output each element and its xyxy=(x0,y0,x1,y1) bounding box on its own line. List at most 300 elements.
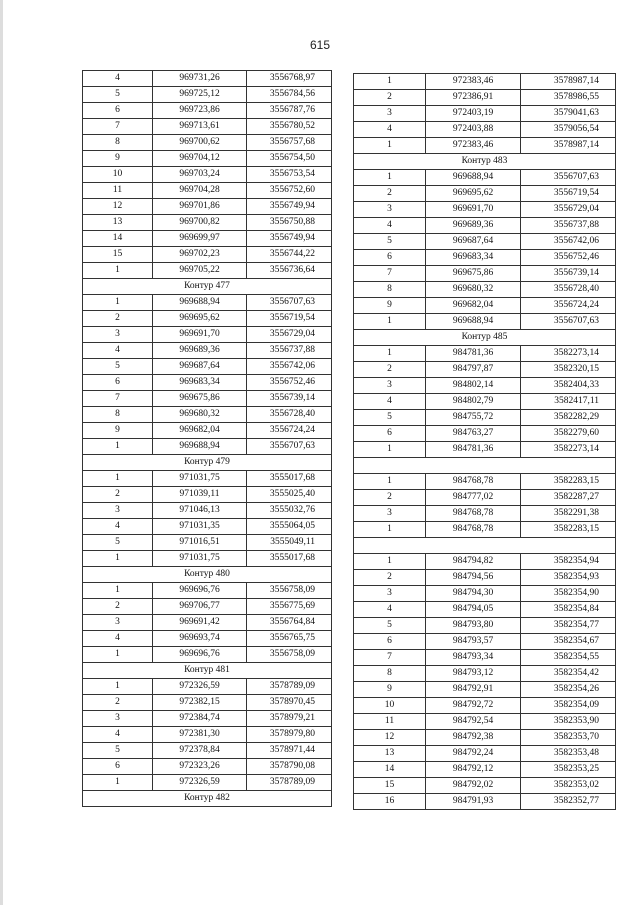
point-number-cell: 15 xyxy=(83,247,153,263)
table-row xyxy=(354,490,616,506)
y-coordinate-cell: 3578979,80 xyxy=(247,727,332,743)
table-row xyxy=(354,410,616,426)
y-coordinate-cell: 3556737,88 xyxy=(521,218,616,234)
point-number-cell: 1 xyxy=(354,74,426,90)
x-coordinate-cell: 969699,97 xyxy=(153,231,247,247)
table-row xyxy=(83,343,332,359)
point-number-cell: 13 xyxy=(354,746,426,762)
table-row xyxy=(354,634,616,650)
y-coordinate-cell: 3582353,90 xyxy=(521,714,616,730)
point-number-cell: 16 xyxy=(354,794,426,810)
point-number-cell: 7 xyxy=(354,650,426,666)
point-number-cell: 9 xyxy=(83,423,153,439)
point-number-cell: 8 xyxy=(83,407,153,423)
y-coordinate-cell: 3556758,09 xyxy=(247,583,332,599)
y-coordinate-cell: 3582279,60 xyxy=(521,426,616,442)
y-coordinate-cell: 3556707,63 xyxy=(521,314,616,330)
table-row xyxy=(83,471,332,487)
y-coordinate-cell: 3556707,63 xyxy=(247,295,332,311)
y-coordinate-cell: 3578790,08 xyxy=(247,759,332,775)
x-coordinate-cell: 971039,11 xyxy=(153,487,247,503)
y-coordinate-cell: 3556754,50 xyxy=(247,151,332,167)
y-coordinate-cell: 3556739,14 xyxy=(247,391,332,407)
point-number-cell: 3 xyxy=(83,711,153,727)
table-row xyxy=(354,442,616,458)
table-row xyxy=(354,74,616,90)
table-row xyxy=(354,122,616,138)
x-coordinate-cell: 969689,36 xyxy=(426,218,521,234)
x-coordinate-cell: 969700,82 xyxy=(153,215,247,231)
point-number-cell: 1 xyxy=(83,551,153,567)
contour-title: Контур 481 xyxy=(83,663,332,679)
x-coordinate-cell: 972381,30 xyxy=(153,727,247,743)
x-coordinate-cell: 984802,79 xyxy=(426,394,521,410)
point-number-cell: 6 xyxy=(354,250,426,266)
table-row xyxy=(83,247,332,263)
point-number-cell: 3 xyxy=(354,202,426,218)
x-coordinate-cell: 969731,26 xyxy=(153,71,247,87)
x-coordinate-cell: 984768,78 xyxy=(426,522,521,538)
y-coordinate-cell: 3582354,67 xyxy=(521,634,616,650)
point-number-cell: 6 xyxy=(354,426,426,442)
x-coordinate-cell: 984793,12 xyxy=(426,666,521,682)
y-coordinate-cell: 3555017,68 xyxy=(247,471,332,487)
table-row xyxy=(354,202,616,218)
point-number-cell: 3 xyxy=(83,503,153,519)
x-coordinate-cell: 972384,74 xyxy=(153,711,247,727)
point-number-cell: 1 xyxy=(83,583,153,599)
point-number-cell: 7 xyxy=(83,391,153,407)
point-number-cell: 1 xyxy=(83,471,153,487)
x-coordinate-cell: 969696,76 xyxy=(153,647,247,663)
y-coordinate-cell: 3578789,09 xyxy=(247,679,332,695)
x-coordinate-cell: 969688,94 xyxy=(153,295,247,311)
x-coordinate-cell: 969693,74 xyxy=(153,631,247,647)
table-row xyxy=(354,362,616,378)
x-coordinate-cell: 984768,78 xyxy=(426,474,521,490)
point-number-cell: 10 xyxy=(354,698,426,714)
x-coordinate-cell: 969701,86 xyxy=(153,199,247,215)
x-coordinate-cell: 972403,19 xyxy=(426,106,521,122)
point-number-cell: 1 xyxy=(83,439,153,455)
y-coordinate-cell: 3556742,06 xyxy=(247,359,332,375)
y-coordinate-cell: 3582354,94 xyxy=(521,554,616,570)
y-coordinate-cell: 3555017,68 xyxy=(247,551,332,567)
point-number-cell: 5 xyxy=(83,743,153,759)
left-coordinates-table xyxy=(82,70,332,807)
table-row xyxy=(83,263,332,279)
contour-title: Контур 480 xyxy=(83,567,332,583)
x-coordinate-cell: 984802,14 xyxy=(426,378,521,394)
table-row xyxy=(354,506,616,522)
x-coordinate-cell: 972326,59 xyxy=(153,775,247,791)
x-coordinate-cell: 969706,77 xyxy=(153,599,247,615)
table-row xyxy=(354,170,616,186)
x-coordinate-cell: 969704,28 xyxy=(153,183,247,199)
point-number-cell: 5 xyxy=(83,359,153,375)
page-number: 615 xyxy=(309,38,331,52)
y-coordinate-cell: 3556739,14 xyxy=(521,266,616,282)
table-row xyxy=(83,295,332,311)
point-number-cell: 4 xyxy=(83,71,153,87)
table-row xyxy=(83,599,332,615)
y-coordinate-cell: 3556742,06 xyxy=(521,234,616,250)
x-coordinate-cell: 984797,87 xyxy=(426,362,521,378)
y-coordinate-cell: 3578986,55 xyxy=(521,90,616,106)
table-row xyxy=(354,266,616,282)
y-coordinate-cell: 3556753,54 xyxy=(247,167,332,183)
y-coordinate-cell: 3582273,14 xyxy=(521,442,616,458)
y-coordinate-cell: 3556737,88 xyxy=(247,343,332,359)
table-row xyxy=(83,407,332,423)
point-number-cell: 2 xyxy=(354,186,426,202)
x-coordinate-cell: 969703,24 xyxy=(153,167,247,183)
point-number-cell: 1 xyxy=(83,647,153,663)
y-coordinate-cell: 3582353,48 xyxy=(521,746,616,762)
table-row xyxy=(83,631,332,647)
table-row xyxy=(83,215,332,231)
point-number-cell: 2 xyxy=(83,695,153,711)
table-row xyxy=(83,167,332,183)
contour-title: Контур 482 xyxy=(83,791,332,807)
point-number-cell: 5 xyxy=(83,87,153,103)
point-number-cell: 6 xyxy=(83,375,153,391)
point-number-cell: 6 xyxy=(83,103,153,119)
y-coordinate-cell: 3556728,40 xyxy=(521,282,616,298)
table-row xyxy=(83,183,332,199)
y-coordinate-cell: 3579056,54 xyxy=(521,122,616,138)
point-number-cell: 1 xyxy=(354,138,426,154)
table-row xyxy=(83,199,332,215)
y-coordinate-cell: 3582354,26 xyxy=(521,682,616,698)
x-coordinate-cell: 972323,26 xyxy=(153,759,247,775)
table-row xyxy=(354,666,616,682)
point-number-cell: 4 xyxy=(354,394,426,410)
x-coordinate-cell: 984794,82 xyxy=(426,554,521,570)
y-coordinate-cell: 3556757,68 xyxy=(247,135,332,151)
x-coordinate-cell: 969705,22 xyxy=(153,263,247,279)
y-coordinate-cell: 3556775,69 xyxy=(247,599,332,615)
contour-title: Контур 483 xyxy=(354,154,616,170)
table-row xyxy=(83,311,332,327)
table-row xyxy=(83,695,332,711)
table-row xyxy=(354,618,616,634)
point-number-cell: 13 xyxy=(83,215,153,231)
x-coordinate-cell: 972403,88 xyxy=(426,122,521,138)
x-coordinate-cell: 984768,78 xyxy=(426,506,521,522)
table-row xyxy=(83,775,332,791)
table-row xyxy=(83,87,332,103)
point-number-cell: 3 xyxy=(354,586,426,602)
table-row xyxy=(83,487,332,503)
contour-header-row xyxy=(83,567,332,583)
table-row xyxy=(354,106,616,122)
x-coordinate-cell: 969702,23 xyxy=(153,247,247,263)
y-coordinate-cell: 3556752,46 xyxy=(247,375,332,391)
x-coordinate-cell: 972326,59 xyxy=(153,679,247,695)
y-coordinate-cell: 3556719,54 xyxy=(247,311,332,327)
y-coordinate-cell: 3582404,33 xyxy=(521,378,616,394)
table-row xyxy=(83,711,332,727)
table-row xyxy=(354,746,616,762)
x-coordinate-cell: 984792,91 xyxy=(426,682,521,698)
contour-header-row xyxy=(83,663,332,679)
y-coordinate-cell: 3582353,25 xyxy=(521,762,616,778)
x-coordinate-cell: 972383,46 xyxy=(426,138,521,154)
point-number-cell: 2 xyxy=(354,362,426,378)
point-number-cell: 12 xyxy=(354,730,426,746)
table-row xyxy=(354,682,616,698)
x-coordinate-cell: 984792,12 xyxy=(426,762,521,778)
y-coordinate-cell: 3556758,09 xyxy=(247,647,332,663)
y-coordinate-cell: 3556787,76 xyxy=(247,103,332,119)
y-coordinate-cell: 3579041,63 xyxy=(521,106,616,122)
table-row xyxy=(83,423,332,439)
point-number-cell: 9 xyxy=(354,682,426,698)
point-number-cell: 2 xyxy=(354,570,426,586)
x-coordinate-cell: 984793,57 xyxy=(426,634,521,650)
table-row xyxy=(354,90,616,106)
x-coordinate-cell: 984781,36 xyxy=(426,346,521,362)
table-row xyxy=(354,282,616,298)
y-coordinate-cell: 3556765,75 xyxy=(247,631,332,647)
table-row xyxy=(354,602,616,618)
x-coordinate-cell: 969691,42 xyxy=(153,615,247,631)
table-row xyxy=(354,778,616,794)
x-coordinate-cell: 984791,93 xyxy=(426,794,521,810)
table-row xyxy=(354,314,616,330)
point-number-cell: 4 xyxy=(354,602,426,618)
point-number-cell: 4 xyxy=(354,122,426,138)
y-coordinate-cell: 3582354,55 xyxy=(521,650,616,666)
y-coordinate-cell: 3556752,60 xyxy=(247,183,332,199)
point-number-cell: 4 xyxy=(83,343,153,359)
y-coordinate-cell: 3578971,44 xyxy=(247,743,332,759)
y-coordinate-cell: 3555032,76 xyxy=(247,503,332,519)
y-coordinate-cell: 3582417,11 xyxy=(521,394,616,410)
y-coordinate-cell: 3556707,63 xyxy=(247,439,332,455)
point-number-cell: 3 xyxy=(83,327,153,343)
point-number-cell: 5 xyxy=(354,410,426,426)
table-row xyxy=(354,714,616,730)
table-row xyxy=(83,551,332,567)
table-row xyxy=(83,135,332,151)
y-coordinate-cell: 3556728,40 xyxy=(247,407,332,423)
x-coordinate-cell: 969680,32 xyxy=(426,282,521,298)
y-coordinate-cell: 3578987,14 xyxy=(521,74,616,90)
contour-header-row xyxy=(83,455,332,471)
y-coordinate-cell: 3556719,54 xyxy=(521,186,616,202)
point-number-cell: 8 xyxy=(354,666,426,682)
x-coordinate-cell: 969680,32 xyxy=(153,407,247,423)
page-edge xyxy=(0,0,3,905)
table-row xyxy=(83,151,332,167)
y-coordinate-cell: 3578979,21 xyxy=(247,711,332,727)
y-coordinate-cell: 3556749,94 xyxy=(247,199,332,215)
table-row xyxy=(83,439,332,455)
table-row xyxy=(354,794,616,810)
point-number-cell: 2 xyxy=(354,490,426,506)
table-row xyxy=(354,394,616,410)
table-row xyxy=(354,298,616,314)
blank-separator-row xyxy=(354,458,616,474)
x-coordinate-cell: 971016,51 xyxy=(153,535,247,551)
x-coordinate-cell: 984792,02 xyxy=(426,778,521,794)
point-number-cell: 5 xyxy=(354,618,426,634)
table-row xyxy=(83,519,332,535)
y-coordinate-cell: 3556736,64 xyxy=(247,263,332,279)
y-coordinate-cell: 3556729,04 xyxy=(521,202,616,218)
contour-title: Контур 485 xyxy=(354,330,616,346)
x-coordinate-cell: 969688,94 xyxy=(153,439,247,455)
x-coordinate-cell: 984792,24 xyxy=(426,746,521,762)
point-number-cell: 4 xyxy=(83,519,153,535)
point-number-cell: 2 xyxy=(83,311,153,327)
x-coordinate-cell: 969688,94 xyxy=(426,170,521,186)
table-row xyxy=(83,503,332,519)
y-coordinate-cell: 3582353,02 xyxy=(521,778,616,794)
point-number-cell: 3 xyxy=(354,378,426,394)
table-row xyxy=(83,375,332,391)
y-coordinate-cell: 3582287,27 xyxy=(521,490,616,506)
y-coordinate-cell: 3556729,04 xyxy=(247,327,332,343)
table-row xyxy=(83,743,332,759)
point-number-cell: 3 xyxy=(354,106,426,122)
x-coordinate-cell: 984792,38 xyxy=(426,730,521,746)
y-coordinate-cell: 3582282,29 xyxy=(521,410,616,426)
point-number-cell: 2 xyxy=(83,599,153,615)
table-row xyxy=(354,138,616,154)
point-number-cell: 1 xyxy=(354,346,426,362)
x-coordinate-cell: 969682,04 xyxy=(153,423,247,439)
x-coordinate-cell: 969691,70 xyxy=(153,327,247,343)
table-row xyxy=(83,103,332,119)
x-coordinate-cell: 969675,86 xyxy=(153,391,247,407)
x-coordinate-cell: 984794,05 xyxy=(426,602,521,618)
table-row xyxy=(354,234,616,250)
y-coordinate-cell: 3582283,15 xyxy=(521,522,616,538)
point-number-cell: 12 xyxy=(83,199,153,215)
point-number-cell: 2 xyxy=(354,90,426,106)
table-row xyxy=(83,679,332,695)
x-coordinate-cell: 972378,84 xyxy=(153,743,247,759)
point-number-cell: 6 xyxy=(83,759,153,775)
table-row xyxy=(83,71,332,87)
y-coordinate-cell: 3582354,42 xyxy=(521,666,616,682)
contour-header-row xyxy=(354,154,616,170)
y-coordinate-cell: 3555064,05 xyxy=(247,519,332,535)
y-coordinate-cell: 3556752,46 xyxy=(521,250,616,266)
contour-title: Контур 479 xyxy=(83,455,332,471)
x-coordinate-cell: 972383,46 xyxy=(426,74,521,90)
blank-cell xyxy=(354,538,616,554)
x-coordinate-cell: 969723,86 xyxy=(153,103,247,119)
x-coordinate-cell: 984792,72 xyxy=(426,698,521,714)
point-number-cell: 1 xyxy=(83,263,153,279)
point-number-cell: 1 xyxy=(354,554,426,570)
x-coordinate-cell: 969695,62 xyxy=(426,186,521,202)
x-coordinate-cell: 969704,12 xyxy=(153,151,247,167)
x-coordinate-cell: 969691,70 xyxy=(426,202,521,218)
point-number-cell: 3 xyxy=(354,506,426,522)
y-coordinate-cell: 3556750,88 xyxy=(247,215,332,231)
point-number-cell: 11 xyxy=(83,183,153,199)
x-coordinate-cell: 969683,34 xyxy=(426,250,521,266)
point-number-cell: 11 xyxy=(354,714,426,730)
x-coordinate-cell: 969682,04 xyxy=(426,298,521,314)
y-coordinate-cell: 3556780,52 xyxy=(247,119,332,135)
point-number-cell: 4 xyxy=(83,727,153,743)
point-number-cell: 8 xyxy=(83,135,153,151)
x-coordinate-cell: 972382,15 xyxy=(153,695,247,711)
table-row xyxy=(83,727,332,743)
point-number-cell: 1 xyxy=(354,314,426,330)
x-coordinate-cell: 984793,80 xyxy=(426,618,521,634)
x-coordinate-cell: 984793,34 xyxy=(426,650,521,666)
x-coordinate-cell: 969689,36 xyxy=(153,343,247,359)
contour-title: Контур 477 xyxy=(83,279,332,295)
table-row xyxy=(354,346,616,362)
x-coordinate-cell: 969713,61 xyxy=(153,119,247,135)
table-row xyxy=(354,650,616,666)
x-coordinate-cell: 969687,64 xyxy=(153,359,247,375)
point-number-cell: 5 xyxy=(354,234,426,250)
y-coordinate-cell: 3578789,09 xyxy=(247,775,332,791)
y-coordinate-cell: 3582354,93 xyxy=(521,570,616,586)
table-row xyxy=(83,535,332,551)
table-row xyxy=(354,474,616,490)
table-row xyxy=(354,570,616,586)
y-coordinate-cell: 3582291,38 xyxy=(521,506,616,522)
point-number-cell: 6 xyxy=(354,634,426,650)
y-coordinate-cell: 3556724,24 xyxy=(247,423,332,439)
table-row xyxy=(354,762,616,778)
point-number-cell: 9 xyxy=(354,298,426,314)
x-coordinate-cell: 984792,54 xyxy=(426,714,521,730)
y-coordinate-cell: 3578987,14 xyxy=(521,138,616,154)
table-row xyxy=(354,730,616,746)
y-coordinate-cell: 3582354,90 xyxy=(521,586,616,602)
y-coordinate-cell: 3556764,84 xyxy=(247,615,332,631)
x-coordinate-cell: 972386,91 xyxy=(426,90,521,106)
x-coordinate-cell: 969695,62 xyxy=(153,311,247,327)
point-number-cell: 1 xyxy=(354,474,426,490)
point-number-cell: 1 xyxy=(83,295,153,311)
table-row xyxy=(83,119,332,135)
table-row xyxy=(354,586,616,602)
point-number-cell: 14 xyxy=(354,762,426,778)
point-number-cell: 1 xyxy=(83,679,153,695)
x-coordinate-cell: 969683,34 xyxy=(153,375,247,391)
y-coordinate-cell: 3582352,77 xyxy=(521,794,616,810)
y-coordinate-cell: 3556707,63 xyxy=(521,170,616,186)
blank-separator-row xyxy=(354,538,616,554)
y-coordinate-cell: 3555025,40 xyxy=(247,487,332,503)
y-coordinate-cell: 3582353,70 xyxy=(521,730,616,746)
point-number-cell: 10 xyxy=(83,167,153,183)
contour-header-row xyxy=(83,279,332,295)
table-row xyxy=(83,583,332,599)
y-coordinate-cell: 3556784,56 xyxy=(247,87,332,103)
y-coordinate-cell: 3582354,84 xyxy=(521,602,616,618)
point-number-cell: 8 xyxy=(354,282,426,298)
blank-cell xyxy=(354,458,616,474)
point-number-cell: 3 xyxy=(83,615,153,631)
y-coordinate-cell: 3556768,97 xyxy=(247,71,332,87)
table-row xyxy=(354,186,616,202)
point-number-cell: 5 xyxy=(83,535,153,551)
y-coordinate-cell: 3556749,94 xyxy=(247,231,332,247)
